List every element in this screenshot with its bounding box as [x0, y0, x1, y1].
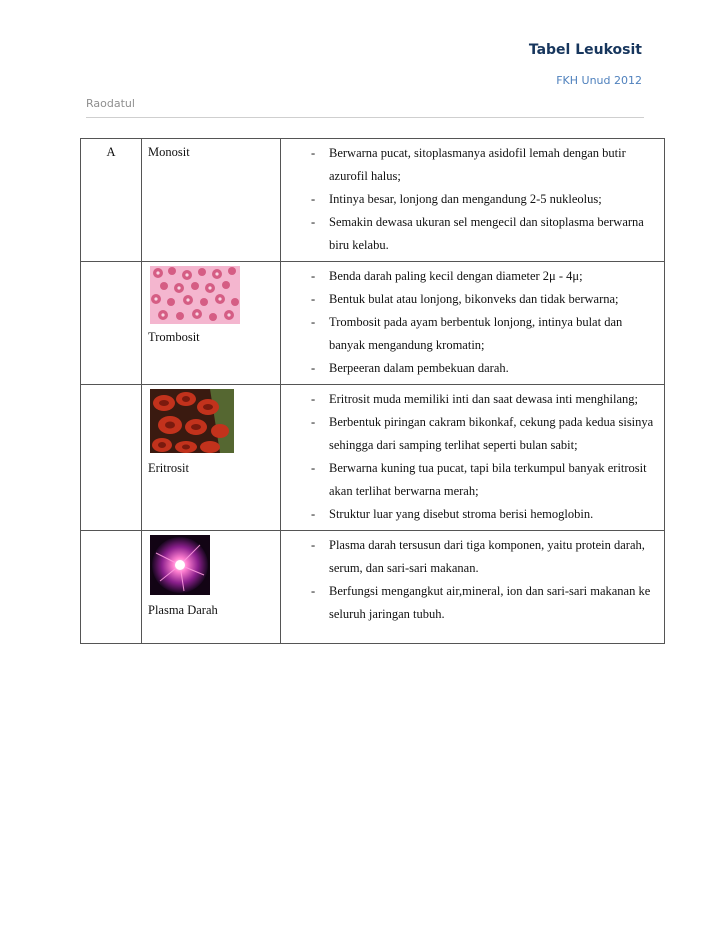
- leukocyte-table: [80, 138, 665, 644]
- eritrosit-image: [150, 389, 234, 453]
- list-item: - Benda darah paling kecil dengan diameter 2μ - 4μ;: [281, 265, 660, 288]
- author-name: Raodatul: [86, 97, 135, 110]
- cell-name-trombosit: Trombosit: [148, 330, 200, 344]
- description-list: [281, 262, 664, 384]
- list-item: - Plasma darah tersusun dari tiga komponen, yaitu protein darah, serum, dan sari-sari makanan.: [281, 534, 660, 580]
- document-title: Tabel Leukosit: [528, 42, 642, 58]
- document-subtitle: FKH Unud 2012: [556, 74, 642, 87]
- list-item: - Berbentuk piringan cakram bikonkaf, cekung pada kedua sisinya sehingga dari samping terlihat seperti bulan sabit;: [281, 411, 660, 457]
- header-divider: [86, 117, 644, 118]
- list-item: - Eritrosit muda memiliki inti dan saat dewasa inti menghilang;: [281, 388, 660, 411]
- table-row: [81, 139, 665, 262]
- description-list: [281, 385, 664, 530]
- table-row: [81, 262, 665, 385]
- description-list: [281, 139, 664, 261]
- row-label: [81, 262, 142, 385]
- list-item: - Intinya besar, lonjong dan mengandung 2-5 nukleolus;: [281, 188, 660, 211]
- row-label: A: [81, 139, 142, 262]
- cell-name-plasma-darah: Plasma Darah: [148, 603, 218, 617]
- row-label: [81, 385, 142, 531]
- list-item: - Berfungsi mengangkut air,mineral, ion dan sari-sari makanan ke seluruh jaringan tubuh.: [281, 580, 660, 626]
- list-item: - Berwarna kuning tua pucat, tapi bila terkumpul banyak eritrosit akan terlihat berwarna merah;: [281, 457, 660, 503]
- cell-name-eritrosit: Eritrosit: [148, 461, 189, 475]
- list-item: - Berwarna pucat, sitoplasmanya asidofil lemah dengan butir azurofil halus;: [281, 142, 660, 188]
- trombosit-image: [150, 266, 240, 324]
- list-item: - Struktur luar yang disebut stroma berisi hemoglobin.: [281, 503, 660, 526]
- plasma-darah-image: [150, 535, 210, 595]
- list-item: - Semakin dewasa ukuran sel mengecil dan sitoplasma berwarna biru kelabu.: [281, 211, 660, 257]
- table-row: [81, 385, 665, 531]
- table-row: [81, 531, 665, 644]
- cell-name-monosit: Monosit: [148, 145, 190, 159]
- list-item: - Trombosit pada ayam berbentuk lonjong, intinya bulat dan banyak mengandung kromatin;: [281, 311, 660, 357]
- list-item: - Berpeeran dalam pembekuan darah.: [281, 357, 660, 380]
- row-label: [81, 531, 142, 644]
- list-item: - Bentuk bulat atau lonjong, bikonveks dan tidak berwarna;: [281, 288, 660, 311]
- description-list: [281, 531, 664, 630]
